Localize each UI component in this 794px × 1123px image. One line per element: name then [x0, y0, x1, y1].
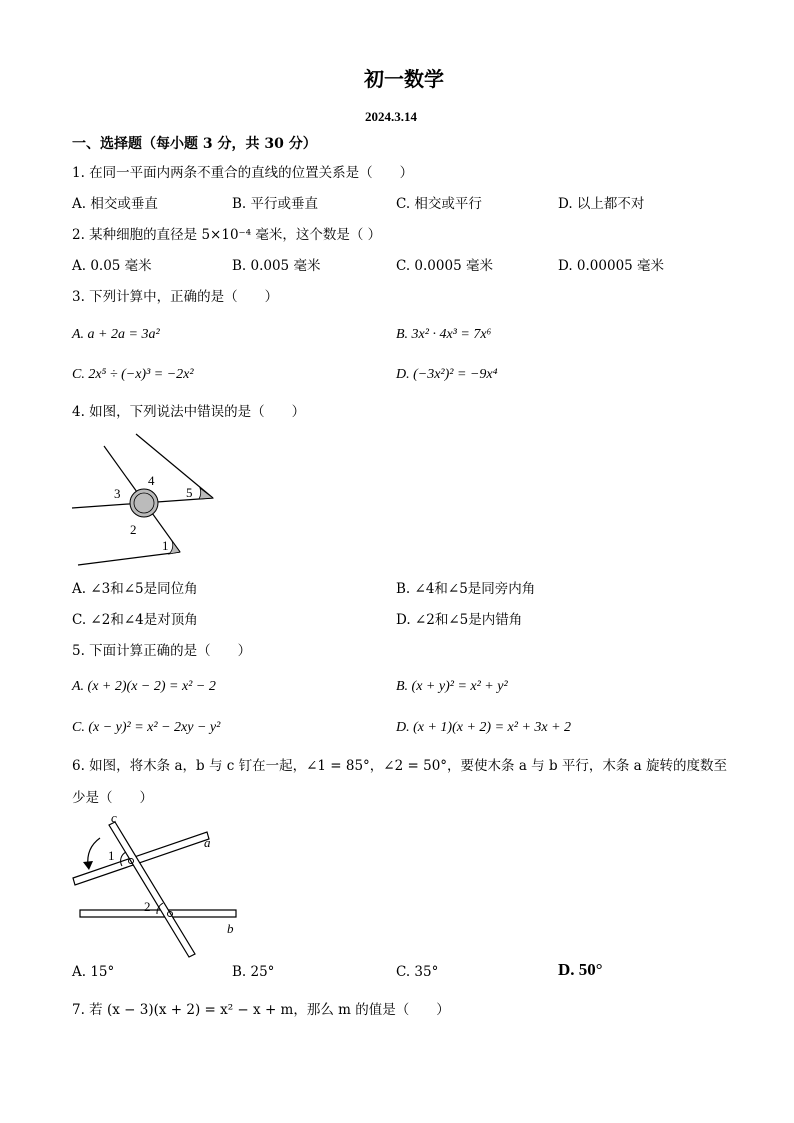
q5-stem: 5. 下面计算正确的是（ ） [72, 643, 252, 659]
exam-date: 2024.3.14 [365, 109, 417, 124]
q4-label-3: 3 [114, 486, 121, 501]
q4-line-bottom [78, 552, 180, 565]
q4-option-c: C. ∠2和∠4是对顶角 [72, 612, 198, 628]
q1-option-b: B. 平行或垂直 [232, 196, 319, 212]
q4-option-d: D. ∠2和∠5是内错角 [396, 612, 523, 628]
q4-label-1: 1 [162, 538, 169, 553]
q2-stem: 2. 某种细胞的直径是 5×10⁻⁴ 毫米，这个数是（ ） [72, 227, 382, 243]
q6-figure [64, 812, 254, 962]
q1-option-a: A. 相交或垂直 [72, 196, 158, 212]
q4-option-b: B. ∠4和∠5是同旁内角 [396, 581, 536, 597]
q7-stem: 7. 若 (x − 3)(x + 2) = x² − x + m，那么 m 的值是（ ） [72, 1002, 450, 1018]
q4-label-5: 5 [186, 485, 193, 500]
q4-line-upper-transversal [136, 434, 213, 498]
q4-angle-arc-5 [199, 488, 213, 499]
q4-stem: 4. 如图，下列说法中错误的是（ ） [72, 404, 306, 420]
q6-label-c: c [111, 812, 117, 825]
q4-label-4: 4 [148, 473, 155, 488]
q6-label-1: 1 [108, 848, 115, 863]
q4-option-a: A. ∠3和∠5是同位角 [72, 581, 198, 597]
q5-option-d: D. (x + 1)(x + 2) = x² + 3x + 2 [396, 720, 572, 735]
q5-option-c: C. (x − y)² = x² − 2xy − y² [72, 720, 221, 735]
q3-option-c: C. 2x⁵ ÷ (−x)³ = −2x² [72, 367, 194, 382]
q6-option-b: B. 25° [232, 964, 275, 980]
q5-option-a: A. (x + 2)(x − 2) = x² − 2 [72, 679, 216, 694]
q1-option-d: D. 以上都不对 [558, 196, 645, 212]
q1-stem: 1. 在同一平面内两条不重合的直线的位置关系是（ ） [72, 165, 414, 181]
q3-option-b: B. 3x² · 4x³ = 7x⁶ [396, 327, 492, 342]
q2-option-d: D. 0.00005 毫米 [558, 258, 665, 274]
q1-option-c: C. 相交或平行 [396, 196, 482, 212]
section-heading: 一、选择题（每小题 3 分，共 30 分） [72, 136, 317, 152]
q5-option-b: B. (x + y)² = x² + y² [396, 679, 508, 694]
q4-figure [68, 430, 228, 570]
q2-option-c: C. 0.0005 毫米 [396, 258, 493, 274]
q6-stem-line2: 少是（ ） [72, 790, 153, 806]
q6-label-2: 2 [144, 899, 151, 914]
q6-stem-line1: 6. 如图，将木条 a，b 与 c 钉在一起，∠1 = 85°，∠2 = 50°，要使木条 a 与 b 平行，木条 a 旋转的度数至 [72, 758, 728, 774]
q6-rotation-arrowhead [83, 861, 93, 870]
q4-label-2: 2 [130, 522, 137, 537]
q3-option-a: A. a + 2a = 3a² [72, 327, 160, 342]
q6-option-a: A. 15° [72, 964, 115, 980]
q6-option-c: C. 35° [396, 964, 439, 980]
q3-stem: 3. 下列计算中，正确的是（ ） [72, 289, 279, 305]
q6-label-b: b [227, 921, 234, 936]
q2-option-a: A. 0.05 毫米 [72, 258, 152, 274]
page-title: 初一数学 [364, 67, 444, 91]
q6-option-d: D. 50° [558, 960, 603, 979]
q6-label-a: a [204, 835, 211, 850]
q4-angle-arc-1 [169, 541, 180, 554]
q2-option-b: B. 0.005 毫米 [232, 258, 321, 274]
q3-option-d: D. (−3x²)² = −9x⁴ [396, 367, 498, 382]
q6-stick-b [80, 910, 236, 917]
